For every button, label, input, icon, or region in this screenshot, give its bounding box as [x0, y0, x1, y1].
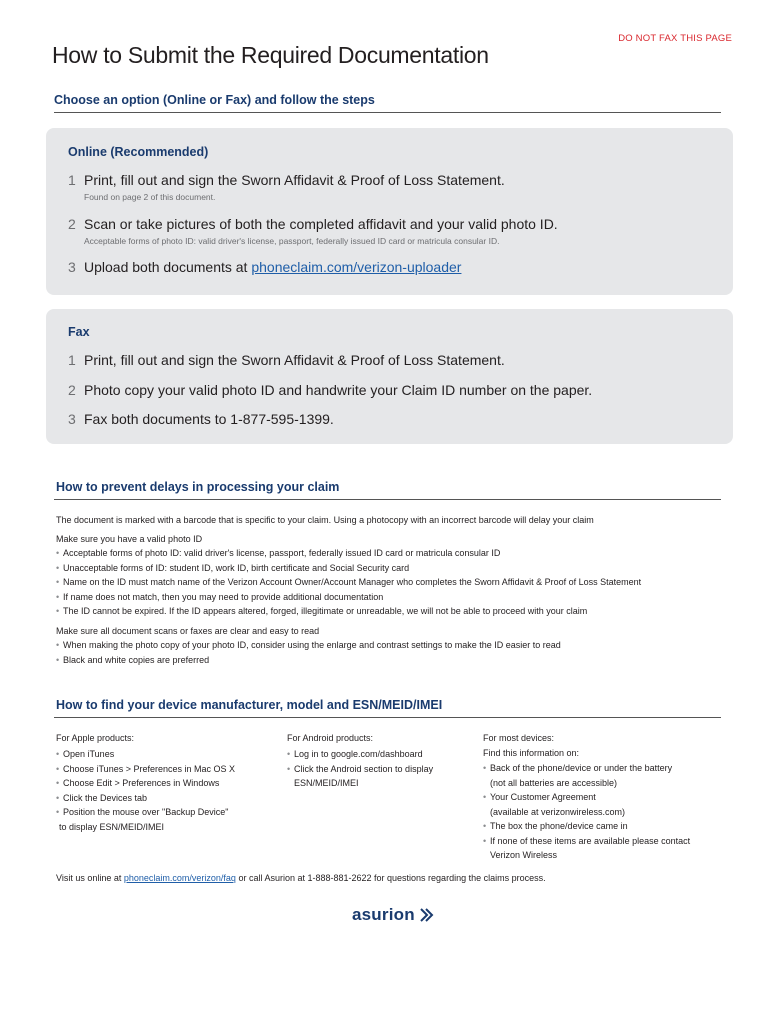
list-item: • Black and white copies are preferred [56, 653, 561, 668]
list-item: • The box the phone/device came in [483, 819, 690, 834]
list-item: • When making the photo copy of your photo ID, consider using the enlarge and contrast settings to make the ID easier to read [56, 638, 561, 653]
logo-wordmark: asurion [352, 905, 415, 924]
divider [54, 499, 721, 500]
most-devices-list [483, 761, 690, 863]
photo-id-list [56, 546, 641, 619]
online-step-3 [68, 259, 461, 275]
apple-label: For Apple products: [56, 733, 135, 743]
photo-id-heading: Make sure you have a valid photo ID [56, 534, 203, 544]
footer-contact [56, 873, 546, 883]
android-list [287, 747, 433, 791]
fax-title: Fax [68, 325, 90, 339]
barcode-intro: The document is marked with a barcode that is specific to your claim. Using a photocopy with an incorrect barcode will delay your claim [56, 515, 594, 525]
asurion-chevron-icon [419, 907, 435, 923]
online-step-2 [68, 216, 558, 232]
fax-step-1 [68, 352, 505, 368]
step-note: Found on page 2 of this document. [84, 192, 216, 202]
online-step-1 [68, 172, 505, 188]
step-text: Fax both documents to 1-877-595-1399. [84, 411, 334, 427]
scans-list [56, 638, 561, 667]
list-item: • Acceptable forms of photo ID: valid driver's license, passport, federally issued ID card or matricula consular ID [56, 546, 641, 561]
apple-list [56, 747, 235, 834]
step-text: Upload both documents at [84, 259, 252, 275]
footer-text: or call Asurion at 1-888-881-2622 for questions regarding the claims process. [235, 873, 546, 883]
fax-step-2 [68, 382, 592, 398]
scans-heading: Make sure all document scans or faxes are clear and easy to read [56, 626, 320, 636]
asurion-logo [352, 905, 435, 925]
online-title: Online (Recommended) [68, 145, 209, 159]
list-item: • If name does not match, then you may need to provide additional documentation [56, 590, 641, 605]
divider [54, 717, 721, 718]
android-label: For Android products: [287, 733, 374, 743]
uploader-link[interactable]: phoneclaim.com/verizon-uploader [251, 259, 462, 275]
step-text: Photo copy your valid photo ID and handwrite your Claim ID number on the paper. [84, 382, 593, 398]
do-not-fax-notice: DO NOT FAX THIS PAGE [618, 33, 732, 44]
step-number: 2 [68, 216, 76, 232]
apple-column [56, 731, 235, 834]
step-number: 3 [68, 259, 76, 275]
list-item: • Back of the phone/device or under the battery [483, 761, 690, 776]
list-item: • Open iTunes [56, 747, 235, 762]
list-item: • Position the mouse over "Backup Device" [56, 805, 235, 820]
list-item: • Choose iTunes > Preferences in Mac OS X [56, 762, 235, 777]
page-title: How to Submit the Required Documentation [52, 42, 489, 68]
list-item: • Choose Edit > Preferences in Windows [56, 776, 235, 791]
list-item: • Click the Android section to display [287, 762, 433, 777]
online-option-card [46, 128, 733, 295]
faq-link[interactable]: phoneclaim.com/verizon/faq [123, 873, 236, 883]
list-item: • If none of these items are available please contact [483, 834, 690, 849]
most-devices-sublabel: Find this information on: [483, 748, 580, 758]
footer-text: Visit us online at [56, 873, 124, 883]
list-item: • Name on the ID must match name of the Verizon Account Owner/Account Manager who completes the Sworn Affidavit & Proof of Loss Statement [56, 575, 641, 590]
most-devices-column [483, 731, 690, 863]
delays-heading: How to prevent delays in processing your claim [56, 480, 340, 494]
step-number: 2 [68, 382, 76, 398]
list-item: • Unacceptable forms of ID: student ID, work ID, birth certificate and Social Security card [56, 561, 641, 576]
list-item-continuation: (not all batteries are accessible) [490, 777, 618, 788]
list-item: • Your Customer Agreement [483, 790, 690, 805]
device-heading: How to find your device manufacturer, model and ESN/MEID/IMEI [56, 698, 443, 712]
list-item-continuation: to display ESN/MEID/IMEI [59, 821, 165, 832]
step-text: Print, fill out and sign the Sworn Affidavit & Proof of Loss Statement. [84, 352, 505, 368]
list-item: • Log in to google.com/dashboard [287, 747, 433, 762]
list-item-continuation: (available at verizonwireless.com) [490, 806, 626, 817]
step-number: 3 [68, 411, 76, 427]
list-item: • Click the Devices tab [56, 791, 235, 806]
most-devices-label: For most devices: [483, 733, 555, 743]
list-item-continuation: ESN/MEID/IMEI [294, 778, 359, 788]
step-note: Acceptable forms of photo ID: valid driver's license, passport, federally issued ID card or matricula consular ID. [84, 236, 500, 246]
step-number: 1 [68, 352, 76, 368]
android-column [287, 731, 433, 791]
step-number: 1 [68, 172, 76, 188]
options-heading: Choose an option (Online or Fax) and follow the steps [54, 93, 375, 107]
step-text: Scan or take pictures of both the completed affidavit and your valid photo ID. [84, 216, 558, 232]
list-item-continuation: Verizon Wireless [490, 850, 558, 860]
step-text: Print, fill out and sign the Sworn Affidavit & Proof of Loss Statement. [84, 172, 505, 188]
fax-step-3 [68, 411, 334, 427]
fax-option-card [46, 309, 733, 444]
divider [54, 112, 721, 113]
list-item: • The ID cannot be expired. If the ID appears altered, forged, illegitimate or unreadable, we will not be able to proceed with your claim [56, 604, 641, 619]
